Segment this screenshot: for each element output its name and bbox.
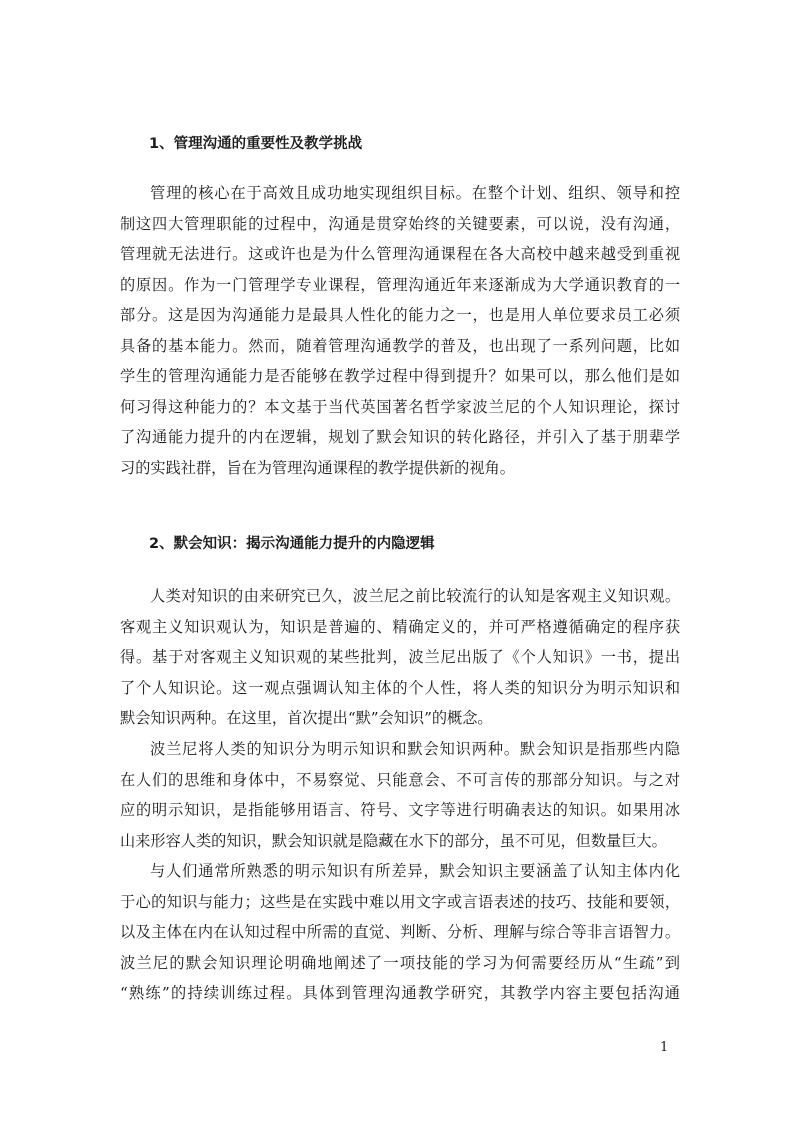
paragraph xyxy=(120,581,680,734)
text-line: 具备的基本能力。然而，随着管理沟通教学的普及，也出现了一系列问题，比如 xyxy=(120,336,680,355)
text-line: 在人们的思维和身体中，不易察觉、只能意会、不可言传的那部分知识。与之对 xyxy=(120,770,680,789)
text-line: 得。基于对客观主义知识观的某些批判，波兰尼出版了《个人知识》一书，提出 xyxy=(120,648,680,666)
text-line: 管理的核心在于高效且成功地实现组织目标。在整个计划、组织、领导和控 xyxy=(150,184,680,202)
text-line: 人类对知识的由来研究已久，波兰尼之前比较流行的认知是客观主义知识观。 xyxy=(150,587,680,605)
page-number: 1 xyxy=(660,1040,669,1055)
text-line: 学生的管理沟通能力是否能够在教学过程中得到提升？如果可以，那么他们是如 xyxy=(120,367,680,385)
text-line: 客观主义知识观认为，知识是普遍的、精确定义的，并可严格遵循确定的程序获 xyxy=(120,617,680,636)
text-line: 制这四大管理职能的过程中，沟通是贯穿始终的关键要素，可以说，没有沟通， xyxy=(120,214,680,233)
text-line: 应的明示知识，是指能够用语言、符号、文字等进行明确表达的知识。如果用冰 xyxy=(120,801,680,819)
section-heading: 1、管理沟通的重要性及教学挑战 xyxy=(149,136,363,152)
text-line: 了沟通能力提升的内在逻辑，规划了默会知识的转化路径，并引入了基于朋辈学 xyxy=(120,428,680,446)
text-line: 的原因。作为一门管理学专业课程，管理沟通近年来逐渐成为大学通识教育的一 xyxy=(120,275,680,294)
paragraph xyxy=(120,734,680,856)
section-heading: 2、默会知识：揭示沟通能力提升的内隐逻辑 xyxy=(149,536,435,552)
text-line: 部分。这是因为沟通能力是最具人性化的能力之一，也是用人单位要求员工必须 xyxy=(120,306,680,324)
paragraph xyxy=(120,178,680,483)
text-line: 波兰尼的默会知识理论明确地阐述了一项技能的学习为何需要经历从“生疏”到 xyxy=(120,953,680,972)
text-line: 与人们通常所熟悉的明示知识有所差异，默会知识主要涵盖了认知主体内化 xyxy=(150,862,680,880)
text-line: 习的实践社群，旨在为管理沟通课程的教学提供新的视角。 xyxy=(120,458,515,477)
text-line: 山来形容人类的知识，默会知识就是隐藏在水下的部分，虽不可见，但数量巨大。 xyxy=(120,831,667,850)
text-line: 以及主体在内在认知过程中所需的直觉、判断、分析、理解与综合等非言语智力。 xyxy=(120,923,680,941)
text-line: 于心的知识与能力；这些是在实践中难以用文字或言语表述的技巧、技能和要领， xyxy=(120,892,680,911)
text-line: 了个人知识论。这一观点强调认知主体的个人性，将人类的知识分为明示知识和 xyxy=(120,678,680,697)
text-line: 波兰尼将人类的知识分为明示知识和默会知识两种。默会知识是指那些内隐 xyxy=(150,740,680,758)
text-line: “熟练”的持续训练过程。具体到管理沟通教学研究，其教学内容主要包括沟通 xyxy=(120,984,680,1002)
paragraph xyxy=(120,856,680,1009)
text-line: 管理就无法进行。这或许也是为什么管理沟通课程在各大高校中越来越受到重视 xyxy=(120,245,680,263)
text-line: 默会知识两种。在这里，首次提出“默”会知识”的概念。 xyxy=(120,709,493,727)
text-line: 何习得这种能力的？本文基于当代英国著名哲学家波兰尼的个人知识理论，探讨 xyxy=(120,397,680,416)
